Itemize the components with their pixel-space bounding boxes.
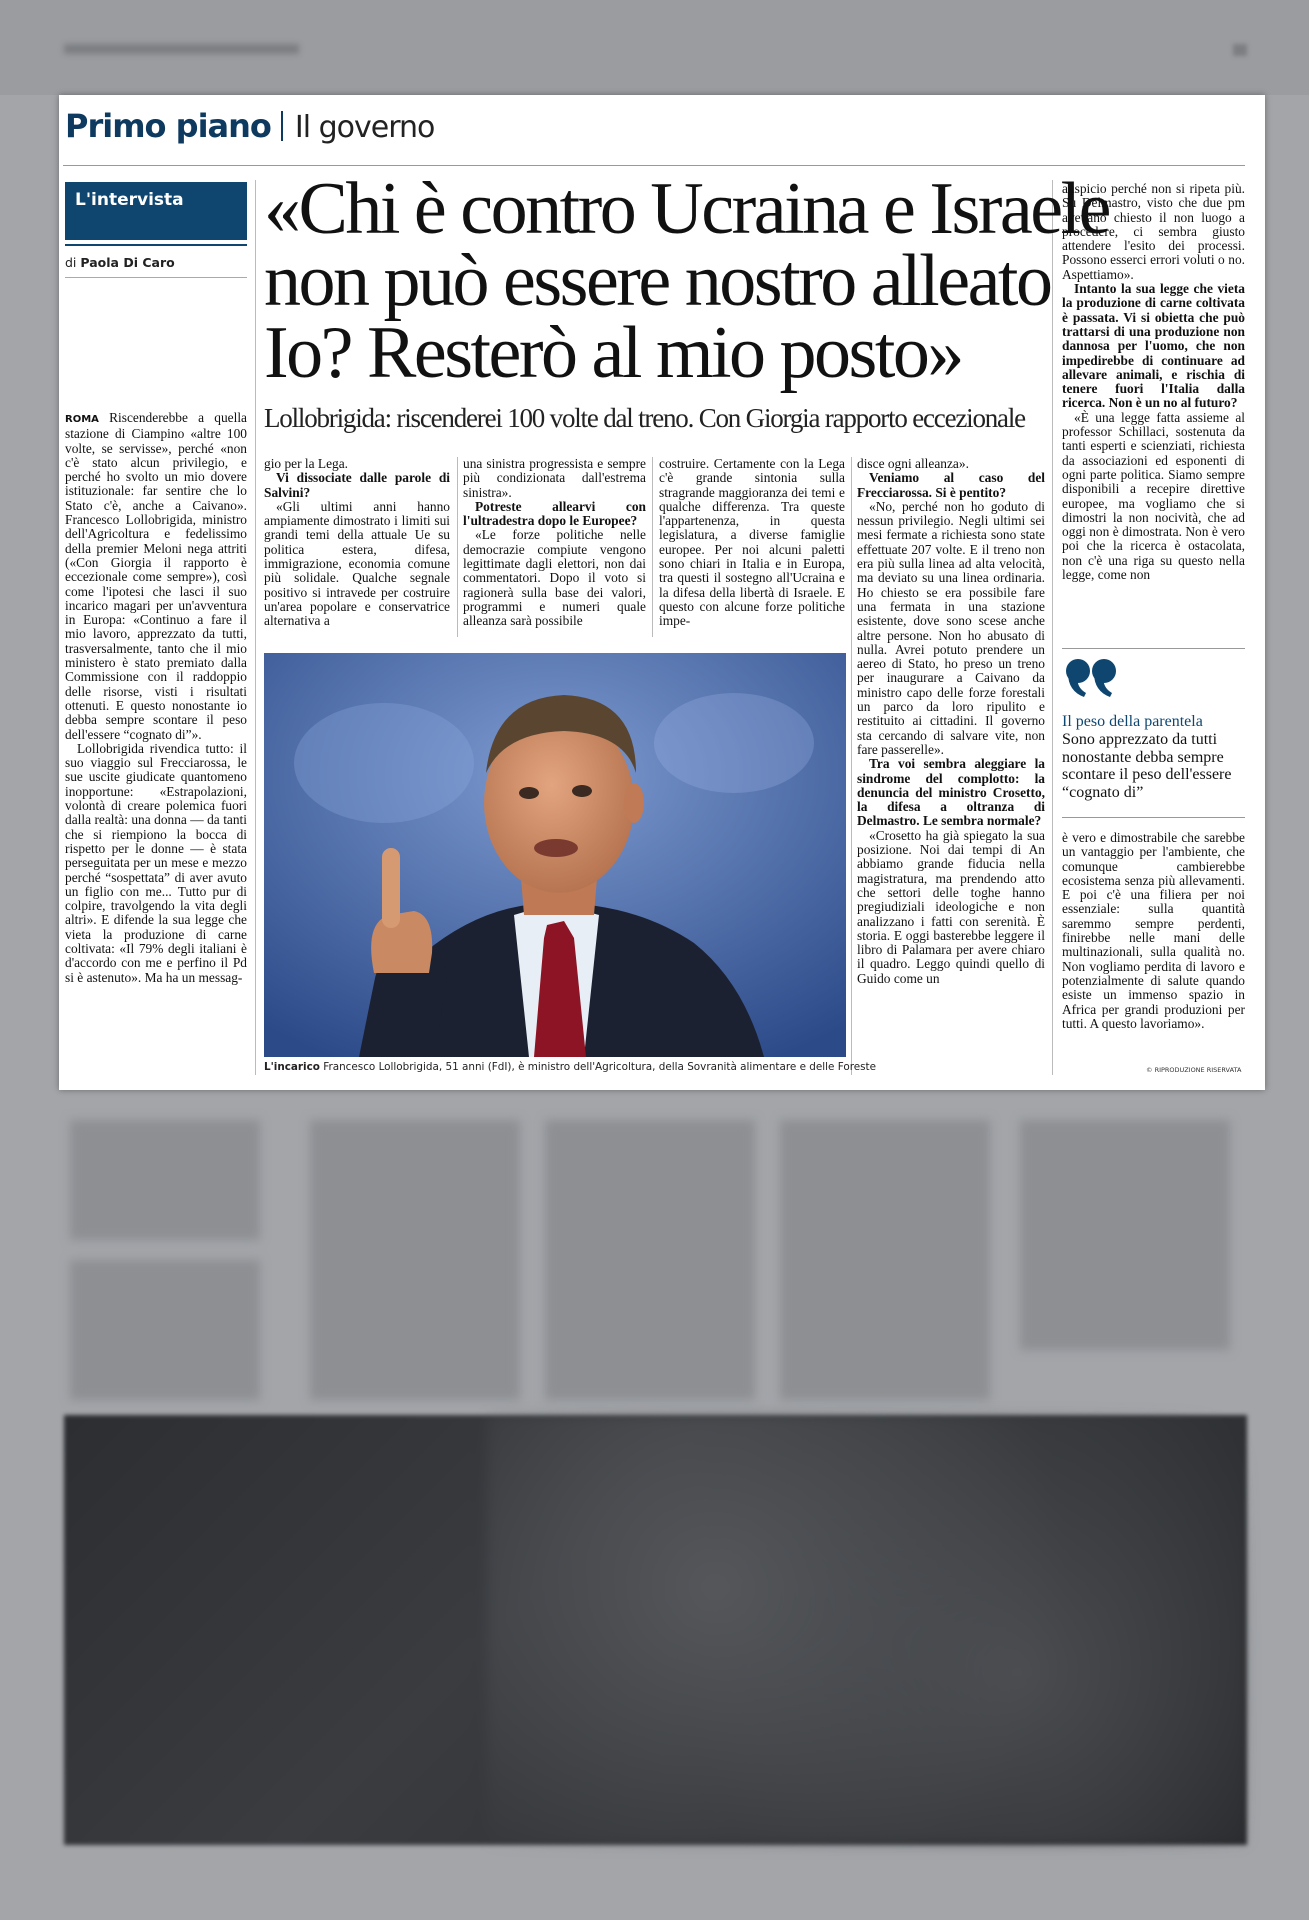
kicker-label: L'intervista [75,190,184,210]
quote-mark-icon [1064,657,1120,705]
column-separator [652,457,653,637]
article-column-2 [264,457,450,637]
article-sheet [59,95,1265,1090]
copyright-notice: © RIPRODUZIONE RISERVATA [1146,1066,1242,1074]
article-column-5 [857,457,1045,1077]
blurred-page-number [1233,44,1247,56]
blurred-headline [70,1120,260,1240]
blurred-text-block [545,1120,755,1400]
paragraph: «È una legge fatta assieme al professor Schillaci, sostenuta da tanti esperti e scienziati, richiesta da associazioni ed esponenti di ogni parte politica. Siamo sempre disponibili a recepire direttive europee, ma vogliamo che si dimostri la non nocività, che ad oggi non è dimostrata. Non è vero poi che la ricerca è ostacolata, non c'è una riga su questo nella legge, come non [1062,409,1245,583]
paragraph: una sinistra progressista e sempre più condizionata dall'estrema sinistra». [463,457,646,500]
pullquote-rule [1062,817,1245,818]
byline [65,255,175,270]
article-column-1 [65,411,247,1077]
paragraph: «Le forze politiche nelle democrazie compiute vengono legittimate dagli elettori, non dai commentatori. Dopo il voto si ragionerà sulla base dei valori, programmi e numeri quale alleanza sarà possibile [463,527,646,629]
paragraph: «Gli ultimi anni hanno ampiamente dimostrato i limiti sui grandi temi della attuale Ue su politica estera, difesa, immigrazione, economia comune più solidale. Qualche segnale positivo si intravede per costruire un'area popolare e conservatrice alternativa a [264,498,450,629]
paragraph: «Crosetto ha già spiegato la sua posizione. Noi dai tempi di An abbiamo grande fiducia nella magistratura, ma prendendo atto che settori delle toghe hanno pregiudiziali ideologiche e non analizzano i fatti con serenità. È storia. E oggi basterebbe leggere il libro di Palamara per avere chiaro il quadro. Leggo quindi quello di Guido come un [857,827,1045,986]
blurred-ad-image [487,1415,1247,1845]
paragraph: gio per la Lega. [264,457,349,471]
paragraph: auspicio perché non si ripeta più. Su Delmastro, visto che due pm avevano chiesto il non luogo a procedere, ci sembra giusto attendere l'esito dei processi. Possono esserci errori voluti o no. Aspettiamo». [1062,182,1245,282]
pullquote-label: Il peso della parentela [1062,713,1203,730]
blurred-text-block [70,1260,260,1400]
article-column-6 [1062,182,1245,637]
portrait-illustration [264,653,846,1057]
column-separator [255,180,256,1075]
paragraph: costruire. Certamente con la Lega c'è grande sintonia sulla stragrande maggioranza dei temi e qualche differenza. Tra queste l'appartenenza, in questa legislatura, a diverse famiglie europee. Per noi alcuni paletti sono chiari in Italia e in Europa, tra questi il sostegno all'Ucraina e la difesa della libertà di Israele. E questo con alcune forze politiche impe- [659,457,845,629]
section-divider [281,111,283,141]
dateline: ROMA [65,414,99,425]
question: Veniamo al caso del Frecciarossa. Si è pentito? [857,470,1045,500]
pullquote-rule [1062,648,1245,649]
pullquote-text: Sono apprezzato da tutti nonostante debba sempre scontare il peso dell'essere “cognato di” [1062,731,1232,801]
caption-lead: L'incarico [264,1061,320,1073]
byline-rule [65,277,247,278]
blurred-advertisement [64,1415,1247,1845]
kicker-box [65,182,247,240]
headline-line: Io? Resterò al mio posto» [264,312,962,394]
article-photo [264,653,846,1057]
kicker-rule [65,244,247,246]
article-column-4 [659,457,845,637]
blurred-text-block [1020,1120,1230,1350]
blurred-text-block [310,1120,520,1400]
subheadline: Lollobrigida: riscenderei 100 volte dal treno. Con Giorgia rapporto eccezionale [264,403,1025,433]
column-separator [851,457,852,1075]
header-rule [63,165,1245,166]
paragraph: disce ogni alleanza». [857,457,969,471]
blurred-masthead [64,44,299,54]
paragraph: Lollobrigida rivendica tutto: il suo viaggio sul Frecciarossa, le sue uscite giudicate quantomeno inopportune: «Estrapolazioni, volontà di creare polemica fuori dalla realtà: una donna — da tanti che si riempiono la bocca di rispetto per le donne — è stata perseguitata per un mese e mezzo perché “sospettata” di aver avuto un figlio con me... Tutto pur di colpire, travolgendo la vita degli altri». E difende la sua legge che vieta la produzione di carne coltivata: «Il 79% degli italiani è d'accordo con me e perfino il Pd si è astenuto». Ma ha un messag- [65,740,247,985]
article-column-3 [463,457,646,637]
article-column-6-continued [1062,831,1245,1063]
question: Intanto la sua legge che vieta la produzione di carne coltivata è passata. Vi si obietta che può trattarsi di una produzione non dannosa per l'uomo, che non impedirebbe di continuare ad allevare animali, e rischia di tenere fuori l'Italia dalla ricerca. Non è un no al futuro? [1062,281,1245,411]
headline-line: «Chi è contro Ucraina e Israele [264,168,1110,250]
background-header [0,0,1309,95]
section-title: Primo piano [65,107,271,145]
caption-text: Francesco Lollobrigida, 51 anni (FdI), è ministro dell'Agricoltura, della Sovranità alimentare e delle Foreste [323,1061,877,1073]
section-header [65,107,434,147]
byline-prefix: di [65,255,77,270]
blurred-lower-article [60,1100,1250,1410]
subsection-title: Il governo [294,110,435,145]
question: Vi dissociate dalle parole di Salvini? [264,470,450,500]
column-separator [457,457,458,637]
question: Tra voi sembra aleggiare la sindrome del complotto: la denuncia del ministro Crosetto, la difesa a oltranza di Delmastro. Le sembra normale? [857,756,1045,829]
paragraph-text: Riscenderebbe a quella stazione di Ciampino «altre 100 volte, se servisse», perché «non c'è stato alcun privilegio, e perché ho svolto un mio dovere istituzionale: far sentire che lo Stato c'è, anche a Caivano». Francesco Lollobrigida, ministro dell'Agricoltura e fedelissimo della premier Meloni nega attriti («Con Giorgia il rapporto è eccezionale come sempre»), così come l'ipotesi che lasci il suo incarico magari per un'avventura in Europa: «Continuo a fare il mio lavoro, apprezzato da tutti, trasversalmente, tanto che il mio ministero è stato premiato dalla Commissione con il raddoppio delle risorse, visti i risultati ottenuti. E questo nonostante io debba sempre scontare il peso dell'essere “cognato di”». [65,411,247,742]
headline [264,168,1120,394]
question: Potreste allearvi con l'ultradestra dopo le Europee? [463,498,646,529]
headline-line: non può essere nostro alleato [264,240,1051,322]
blurred-text-block [780,1120,990,1400]
paragraph [65,411,247,742]
photo-caption [264,1061,877,1073]
paragraph: «No, perché non ho goduto di nessun privilegio. Negli ultimi sei mesi fermate a richiesta sono state effettuate 207 volte. E il treno non era più sulla linea ad alta velocità, ma deviato su una linea ordinaria. Ho chiesto se era possibile fare una fermata in una stazione esistente, dove sono scese anche altre persone. Non ho abusato di nulla. Avrei potuto prendere un aereo di Stato, ho preso un treno per inaugurare a Caivano da ministro capo delle forze forestali un parco da loro ripulito e restituito ai cittadini. Il governo sta cercando di salvare vite, non fare passerelle». [857,498,1045,757]
byline-author: Paola Di Caro [80,255,175,270]
paragraph: è vero e dimostrabile che sarebbe un vantaggio per l'ambiente, che comunque cambierebbe ecosistema senza più allevamenti. E poi c'è una filiera per noi essenziale: sulla quantità saremmo sempre perdenti, finirebbe nelle mani delle multinazionali, sulla qualità no. Non vogliamo perdita di lavoro e potenzialmente di salute quando esiste un immenso spazio in Africa per grandi produzioni per tutti. A questo lavoriamo». [1062,831,1245,1031]
